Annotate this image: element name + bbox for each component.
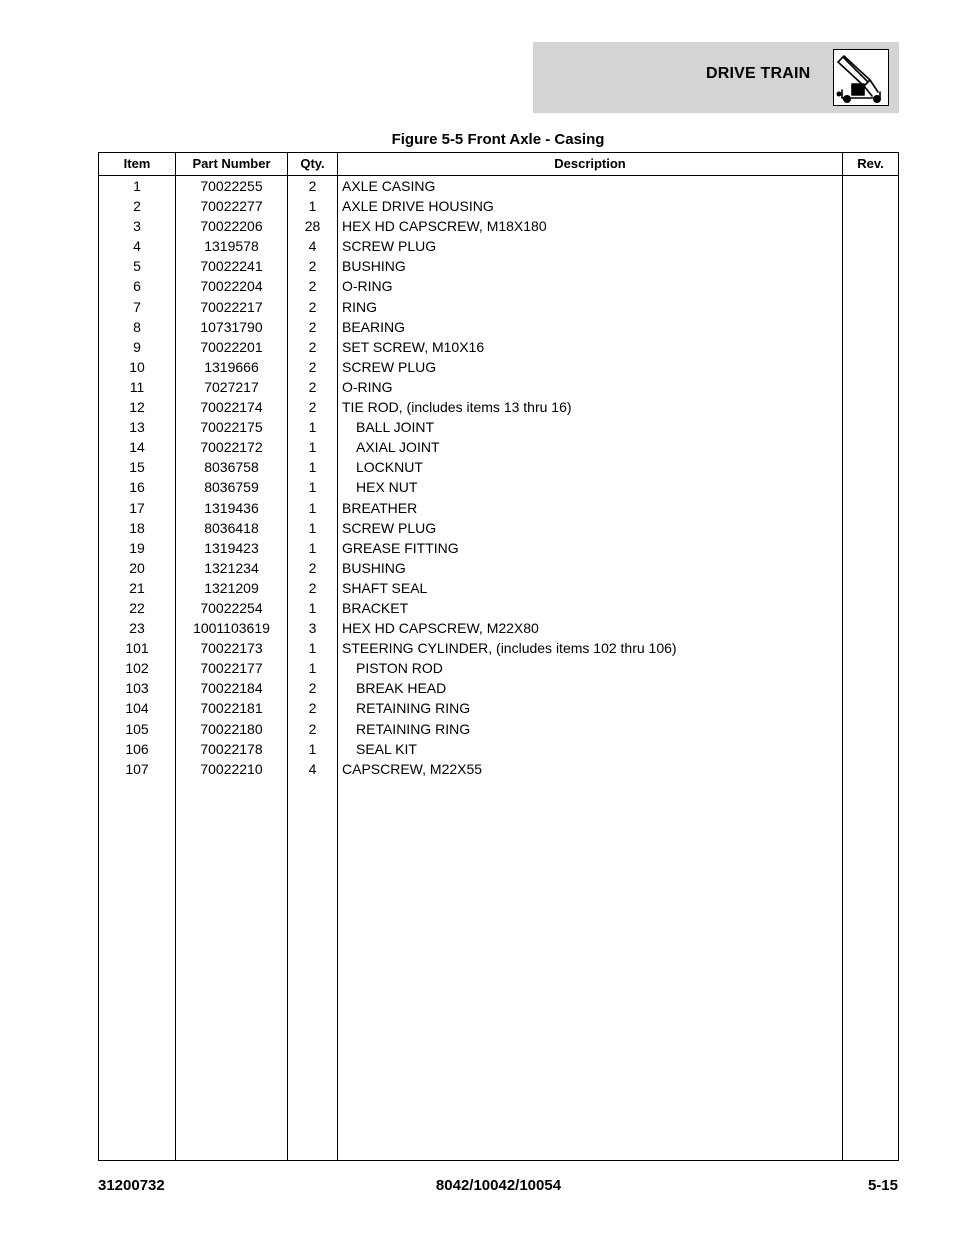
part-number-cell: 8036418 xyxy=(204,519,259,536)
part-number-cell: 8036758 xyxy=(204,459,259,476)
description-cell: AXLE CASING xyxy=(342,178,436,194)
part-number-cell: 70022255 xyxy=(200,178,263,194)
description-cell: BREATHER xyxy=(342,499,418,516)
item-cell: 22 xyxy=(129,599,145,616)
description-cell: BALL JOINT xyxy=(356,419,435,436)
description-cell: BEARING xyxy=(342,318,406,335)
qty-cell: 2 xyxy=(308,258,317,275)
qty-cell: 4 xyxy=(308,238,317,255)
part-number-cell: 70022201 xyxy=(200,338,263,355)
table-row xyxy=(99,297,898,317)
item-cell: 3 xyxy=(133,218,141,235)
column-header-qty: Qty. xyxy=(300,156,325,171)
table-row xyxy=(99,477,898,497)
item-cell: 16 xyxy=(129,479,145,496)
table-body xyxy=(99,176,898,779)
table-row xyxy=(99,518,898,538)
description-cell: BRACKET xyxy=(342,599,409,616)
qty-cell: 2 xyxy=(308,378,317,395)
forklift-icon xyxy=(833,49,889,106)
table-row xyxy=(99,498,898,518)
item-cell: 12 xyxy=(129,399,145,416)
item-cell: 20 xyxy=(129,559,145,576)
part-number-cell: 70022204 xyxy=(200,278,263,295)
description-cell: BREAK HEAD xyxy=(356,680,447,697)
description-cell: RETAINING RING xyxy=(356,720,471,737)
part-number-cell: 70022210 xyxy=(200,760,263,777)
qty-cell: 1 xyxy=(308,599,317,616)
item-cell: 10 xyxy=(129,358,145,375)
item-cell: 4 xyxy=(133,238,141,255)
part-number-cell: 70022254 xyxy=(200,599,263,616)
item-cell: 101 xyxy=(125,640,149,657)
part-number-cell: 70022177 xyxy=(200,660,263,677)
document-number: 31200732 xyxy=(98,1177,165,1194)
description-cell: GREASE FITTING xyxy=(342,539,459,556)
qty-cell: 2 xyxy=(308,178,317,194)
table-row xyxy=(99,216,898,236)
part-number-cell: 1319436 xyxy=(204,499,259,516)
item-cell: 7 xyxy=(133,298,141,315)
qty-cell: 1 xyxy=(308,640,317,657)
description-cell: AXIAL JOINT xyxy=(356,439,440,456)
qty-cell: 2 xyxy=(308,700,317,717)
item-cell: 17 xyxy=(129,499,145,516)
item-cell: 11 xyxy=(129,378,145,395)
description-cell: HEX HD CAPSCREW, M18X180 xyxy=(342,218,547,235)
table-row xyxy=(99,759,898,779)
description-cell: SET SCREW, M10X16 xyxy=(342,338,485,355)
table-row xyxy=(99,417,898,437)
qty-cell: 1 xyxy=(308,198,317,215)
part-number-cell: 1319578 xyxy=(204,238,259,255)
item-cell: 5 xyxy=(133,258,141,275)
table-row xyxy=(99,638,898,658)
part-number-cell: 70022206 xyxy=(200,218,263,235)
qty-cell: 2 xyxy=(308,318,317,335)
qty-cell: 1 xyxy=(308,519,317,536)
qty-cell: 1 xyxy=(308,459,317,476)
table-row xyxy=(99,578,898,598)
description-cell: O-RING xyxy=(342,378,393,395)
description-cell: LOCKNUT xyxy=(356,459,423,476)
table-row xyxy=(99,457,898,477)
description-cell: SCREW PLUG xyxy=(342,358,437,375)
part-number-cell: 1001103619 xyxy=(193,620,270,637)
part-number-cell: 70022277 xyxy=(200,198,263,215)
item-cell: 1 xyxy=(133,178,141,194)
part-number-cell: 8036759 xyxy=(204,479,259,496)
part-number-cell: 70022178 xyxy=(200,740,263,757)
item-cell: 8 xyxy=(133,318,141,335)
part-number-cell: 1321234 xyxy=(204,559,259,576)
part-number-cell: 7027217 xyxy=(204,378,259,395)
column-header-description: Description xyxy=(554,156,626,171)
section-title: DRIVE TRAIN xyxy=(706,65,811,82)
part-number-cell: 70022175 xyxy=(200,419,263,436)
item-cell: 18 xyxy=(129,519,145,536)
qty-cell: 2 xyxy=(308,358,317,375)
description-cell: SEAL KIT xyxy=(356,740,417,757)
part-number-cell: 70022241 xyxy=(200,258,263,275)
part-number-cell: 1319666 xyxy=(204,358,259,375)
description-cell: AXLE DRIVE HOUSING xyxy=(342,198,494,215)
table-row xyxy=(99,176,898,196)
part-number-cell: 70022173 xyxy=(200,640,263,657)
qty-cell: 1 xyxy=(308,479,317,496)
model-numbers: 8042/10042/10054 xyxy=(435,1177,562,1194)
item-cell: 104 xyxy=(125,700,149,717)
part-number-cell: 1321209 xyxy=(204,579,259,596)
item-cell: 9 xyxy=(133,338,141,355)
qty-cell: 2 xyxy=(308,720,317,737)
table-row xyxy=(99,698,898,718)
item-cell: 102 xyxy=(125,660,149,677)
qty-cell: 2 xyxy=(308,579,317,596)
table-row xyxy=(99,618,898,638)
description-cell: BUSHING xyxy=(342,258,406,275)
qty-cell: 2 xyxy=(308,338,317,355)
description-cell: O-RING xyxy=(342,278,393,295)
item-cell: 103 xyxy=(125,680,149,697)
table-row xyxy=(99,276,898,296)
table-row xyxy=(99,719,898,739)
qty-cell: 1 xyxy=(308,539,317,556)
description-cell: STEERING CYLINDER, (includes items 102 thru 106) xyxy=(342,640,677,657)
qty-cell: 1 xyxy=(308,740,317,757)
part-number-cell: 1319423 xyxy=(204,539,259,556)
qty-cell: 1 xyxy=(308,419,317,436)
figure-title: Figure 5-5 Front Axle - Casing xyxy=(391,131,605,148)
section-header xyxy=(533,42,899,113)
item-cell: 105 xyxy=(125,720,149,737)
part-number-cell: 70022174 xyxy=(200,399,263,416)
part-number-cell: 70022181 xyxy=(200,700,263,717)
qty-cell: 2 xyxy=(308,559,317,576)
column-header-item: Item xyxy=(123,156,151,171)
item-cell: 13 xyxy=(129,419,145,436)
table-row xyxy=(99,196,898,216)
qty-cell: 1 xyxy=(308,499,317,516)
qty-cell: 1 xyxy=(308,439,317,456)
part-number-cell: 70022184 xyxy=(200,680,263,697)
item-cell: 14 xyxy=(129,439,145,456)
table-row xyxy=(99,317,898,337)
item-cell: 19 xyxy=(129,539,145,556)
table-row xyxy=(99,739,898,759)
description-cell: HEX HD CAPSCREW, M22X80 xyxy=(342,620,539,637)
description-cell: CAPSCREW, M22X55 xyxy=(342,760,483,777)
qty-cell: 3 xyxy=(308,620,317,637)
column-header-rev: Rev. xyxy=(857,156,884,171)
table-row xyxy=(99,337,898,357)
qty-cell: 2 xyxy=(308,680,317,697)
part-number-cell: 70022180 xyxy=(200,720,263,737)
page-number: 5-15 xyxy=(867,1177,898,1194)
item-cell: 107 xyxy=(125,760,149,777)
table-row xyxy=(99,598,898,618)
table-row xyxy=(99,236,898,256)
table-row xyxy=(99,437,898,457)
table-row xyxy=(99,658,898,678)
description-cell: TIE ROD, (includes items 13 thru 16) xyxy=(342,399,572,416)
item-cell: 15 xyxy=(129,459,145,476)
description-cell: PISTON ROD xyxy=(356,660,443,677)
description-cell: RING xyxy=(342,298,377,315)
table-row xyxy=(99,357,898,377)
qty-cell: 2 xyxy=(308,278,317,295)
item-cell: 6 xyxy=(133,278,141,295)
column-header-part-number: Part Number xyxy=(192,156,271,171)
qty-cell: 28 xyxy=(304,218,321,235)
part-number-cell: 70022217 xyxy=(200,298,263,315)
table-row xyxy=(99,256,898,276)
table-row xyxy=(99,558,898,578)
item-cell: 2 xyxy=(133,198,141,215)
description-cell: BUSHING xyxy=(342,559,406,576)
table-row xyxy=(99,538,898,558)
qty-cell: 1 xyxy=(308,660,317,677)
table-row xyxy=(99,377,898,397)
qty-cell: 4 xyxy=(308,760,317,777)
description-cell: SCREW PLUG xyxy=(342,238,437,255)
item-cell: 106 xyxy=(125,740,149,757)
description-cell: HEX NUT xyxy=(356,479,418,496)
description-cell: RETAINING RING xyxy=(356,700,471,717)
parts-table xyxy=(98,152,899,1161)
table-row xyxy=(99,678,898,698)
table-row xyxy=(99,397,898,417)
qty-cell: 2 xyxy=(308,399,317,416)
description-cell: SCREW PLUG xyxy=(342,519,437,536)
item-cell: 23 xyxy=(129,620,145,637)
description-cell: SHAFT SEAL xyxy=(342,579,428,596)
item-cell: 21 xyxy=(129,579,145,596)
qty-cell: 2 xyxy=(308,298,317,315)
part-number-cell: 70022172 xyxy=(200,439,263,456)
part-number-cell: 10731790 xyxy=(200,318,263,335)
